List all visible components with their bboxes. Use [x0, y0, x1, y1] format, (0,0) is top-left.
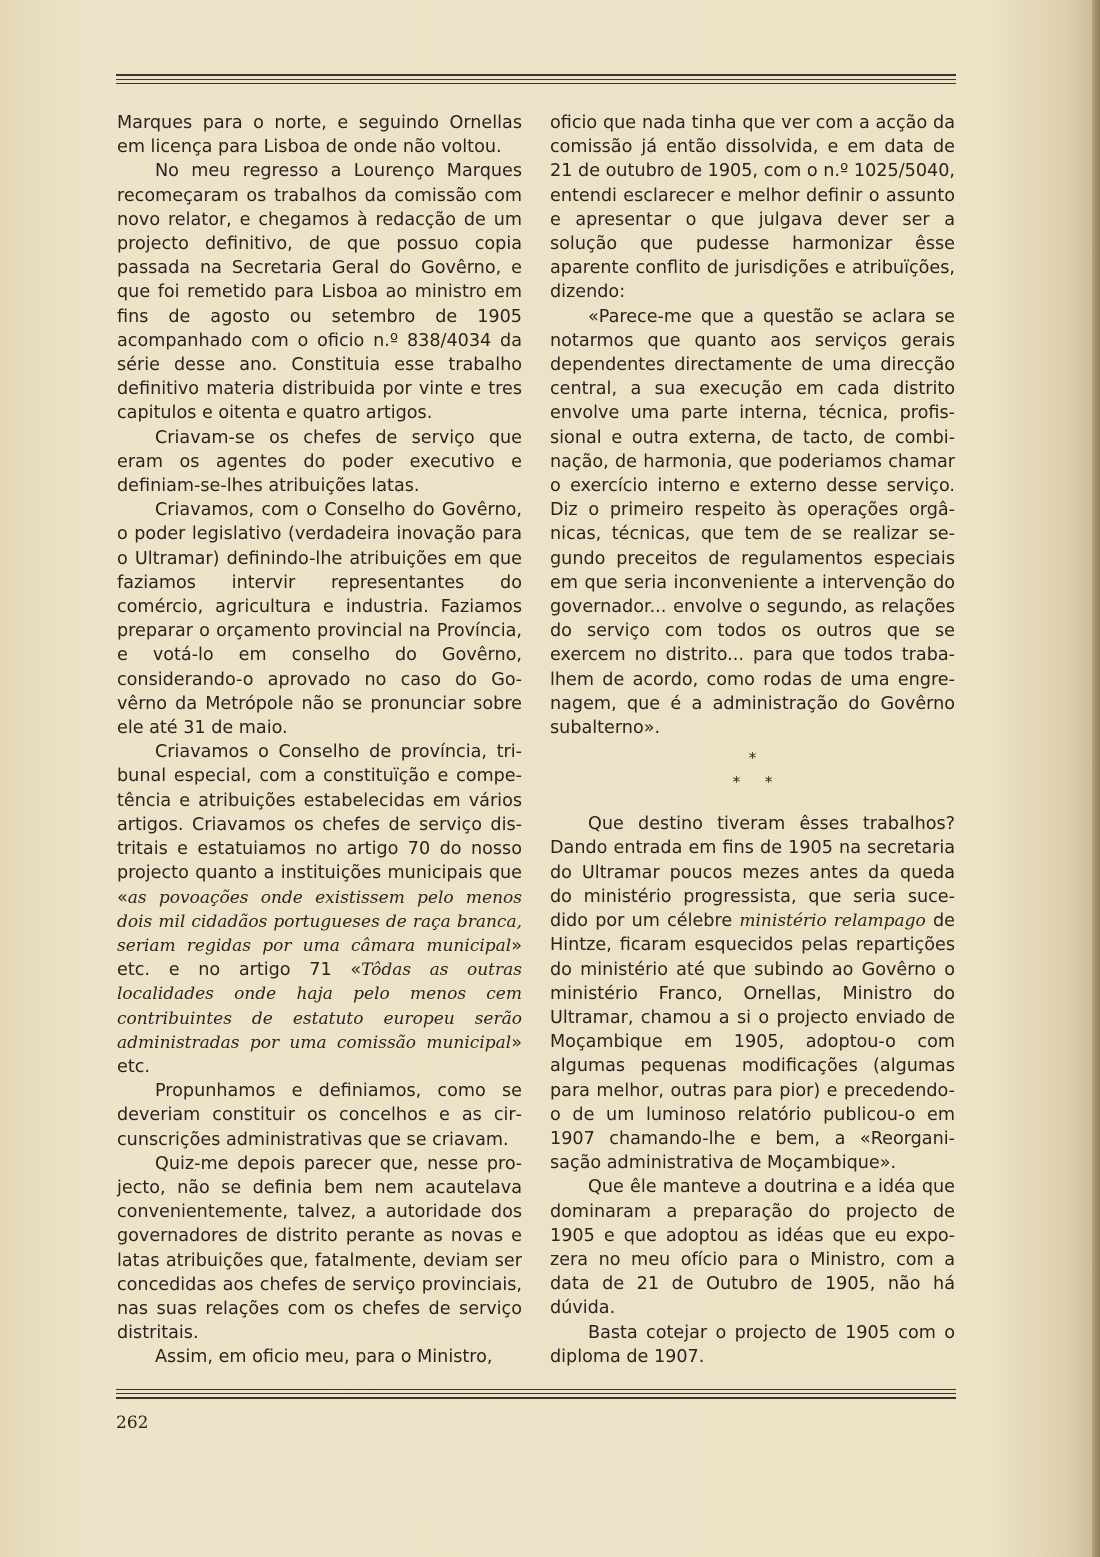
paragraph — [550, 812, 955, 1175]
right-column — [550, 111, 955, 1369]
quoted-article-70: as povoações onde existissem pelo menos dois mil cidadãos portugueses de raça branca, seriam regidas por uma câmara municipal — [117, 887, 522, 956]
paragraph: Basta cotejar o projecto de 1905 com o diploma de 1907. — [550, 1322, 955, 1367]
paragraph-text: Criavamos o Conselho de província, tribunal especial, com a constituïção e competência e atribuições estabelecidas em vários artigos. Criavamos os chefes de serviço distritais e estatuiamos no artigo 70 do nosso projecto quanto a instituições municipais que — [117, 742, 522, 884]
footer-rule — [116, 1389, 956, 1402]
paragraph: Assim, em oficio meu, para o Ministro, — [155, 1347, 493, 1368]
page-edge — [1092, 0, 1100, 1557]
paragraph: oficio que nada tinha que ver com a acção da comissão já então dissolvida, e em data de 21 de outubro de 1905, com o n.º 1025/5040, entendi esclarecer e melhor definir o assunto e apresentar o que julgava dever ser a solução que pudesse harmonizar êsse aparente conflito de jurisdições e atribuïções, dizendo: — [550, 113, 955, 303]
paragraph-text: Que destino tiveram êsses trabalhos? Dando entrada em fins de 1905 na secretaria do Ultramar poucos mezes antes da queda do ministério progressista, que seria sucedido por um célebre — [550, 814, 955, 932]
separator-stars: * * — [732, 773, 773, 792]
paragraph-with-quotes — [117, 740, 522, 1079]
quote-mark: « — [117, 887, 128, 908]
page-number: 262 — [116, 1413, 149, 1433]
paragraph-text: de Hintze, ficaram esquecidos pelas repartições do ministério até que subindo ao Govêrno o ministério Franco, Ornellas, Ministro do Ultramar, chamou a si o projecto enviado de Moçambique em 1905, adoptou-o com algumas pequenas modificações (algumas para melhor, outras para pior) e precedendo-o de um luminoso relatório publicou-o em 1907 chamando-lhe e bem, a «Reorganisação administrativa de Moçambique». — [550, 911, 955, 1174]
paragraph: Quiz-me depois parecer que, nesse projecto, não se definia bem nem acautelava convenientemente, talvez, a autoridade dos governadores de distrito perante as novas e latas atribuições que, fatalmente, deviam ser concedidas aos chefes de serviço provinciais, nas suas relações com os chefes de serviço distritais. — [117, 1153, 522, 1344]
separator-star: * — [748, 749, 757, 768]
paragraph: Criavamos, com o Conselho do Govêrno, o poder legislativo (verdadeira inovação para o Ultramar) definindo-lhe atribuições em que faziamos intervir representantes do comércio, agricultura e industria. Faziamos preparar o orçamento provincial na Província, e votá-lo em conselho do Govêrno, considerando-o aprovado no caso do Govêrno da Metrópole não se pronunciar sobre ele até 31 de maio. — [117, 500, 522, 739]
header-rule — [116, 74, 956, 87]
inline-text: » etc. e no artigo 71 « — [117, 935, 522, 981]
left-column — [117, 111, 522, 1370]
inline-text: » etc. — [117, 1032, 522, 1077]
paragraph: Criavam-se os chefes de serviço que eram os agentes do poder executivo e definiam-se-lhes atribuições latas. — [117, 427, 522, 497]
paragraph: Propunhamos e definiamos, como se deveriam constituir os concelhos e as circunscrições administrativas que se criavam. — [117, 1081, 522, 1150]
quoted-paragraph: «Parece-me que a questão se aclara se notarmos que quanto aos serviços gerais dependentes directamente de uma direcção central, a sua execução em cada distrito envolve uma parte interna, técnica, profissional e outra externa, de tacto, de combinação, de harmonia, que poderiamos chamar o exercício interno e externo desse serviço. Diz o primeiro respeito às operações orgânicas, técnicas, que tem de se realizar segundo preceitos de regulamentos especiais em que seria inconveniente a intervenção do governador... envolve o segundo, as relações do serviço com todos os outros que se exercem no distrito... para que todos trabalhem de acordo, como rodas de uma engrenagem, que é a administração do Govêrno subalterno». — [550, 306, 955, 739]
quoted-article-71: Tôdas as outras localidades onde haja pelo menos cem contribuintes de estatuto europeu serão administradas por uma comissão municipal — [117, 960, 523, 1053]
section-separator — [550, 746, 955, 794]
paragraph: Que êle manteve a doutrina e a idéa que dominaram a preparação do projecto de 1905 e que adoptou as idéas que eu expozera no meu ofício para o Ministro, com a data de 21 de Outubro de 1905, não há dúvida. — [550, 1177, 955, 1319]
italic-phrase: ministério relampago — [739, 911, 926, 932]
paragraph: Marques para o norte, e seguindo Ornellas em licença para Lisboa de onde não voltou. — [117, 113, 522, 158]
paragraph: No meu regresso a Lourenço Marques recomeçaram os trabalhos da comissão com novo relator, e chegamos à redacção de um projecto definitivo, de que possuo copia passada na Secretaria Geral do Govêrno, e que foi remetido para Lisboa ao ministro em fins de agosto ou setembro de 1905 acompanhado com o oficio n.º 838/4034 da série desse ano. Constituia esse trabalho definitivo materia distribuida por vinte e tres capitulos e oitenta e quatro artigos. — [117, 161, 522, 424]
